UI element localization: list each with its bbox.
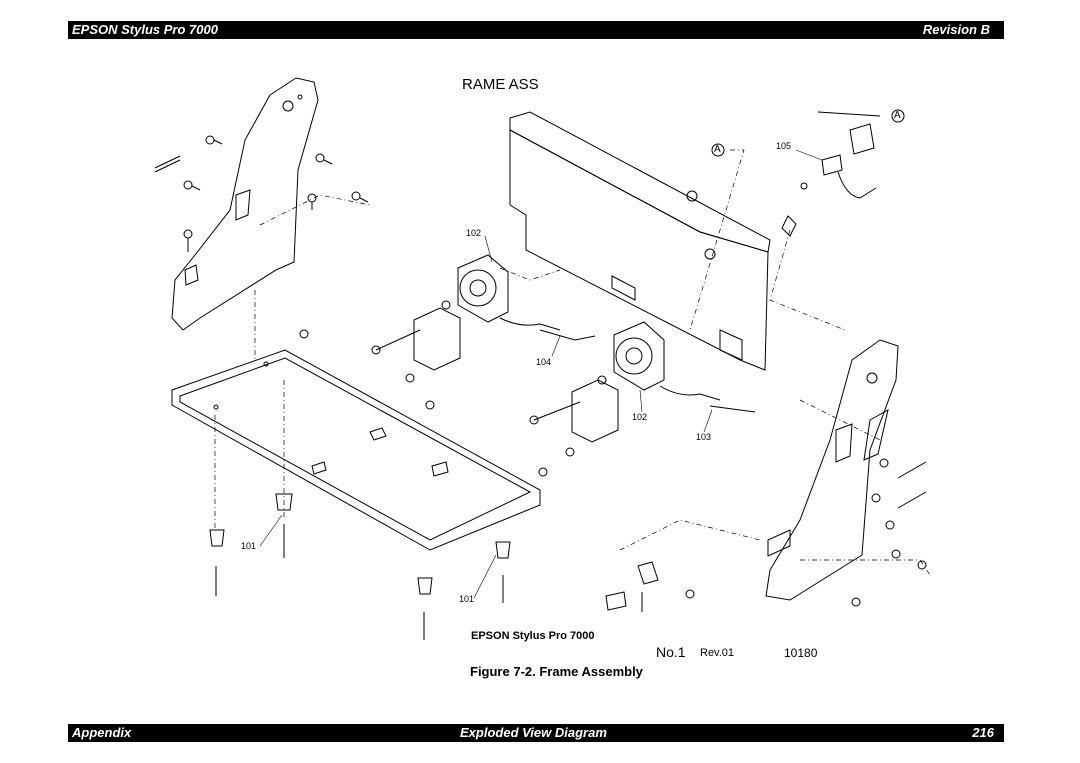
right-screws xyxy=(852,459,926,606)
fan-upper xyxy=(458,255,560,330)
sensor-bracket xyxy=(801,112,880,198)
footer-bar xyxy=(68,724,1004,742)
small-bracket xyxy=(606,562,694,612)
figure-caption: Figure 7-2. Frame Assembly xyxy=(470,664,643,679)
duct-bracket-lower xyxy=(572,380,618,442)
diagram-heading: RAME ASS xyxy=(462,76,539,93)
rear-panel xyxy=(510,112,770,370)
part-number-102-lower: 102 xyxy=(632,412,648,422)
ref-marker-a-2: A xyxy=(894,110,901,121)
callout-leaders xyxy=(260,150,822,598)
feet xyxy=(210,494,510,640)
product-label: EPSON Stylus Pro 7000 xyxy=(471,630,595,642)
base-frame xyxy=(172,330,547,550)
left-side-frame xyxy=(172,78,318,330)
part-number-103: 103 xyxy=(696,432,712,442)
reference-markers xyxy=(712,110,904,156)
page-number: 216 xyxy=(972,725,994,740)
footer-title: Exploded View Diagram xyxy=(460,725,607,740)
assembly-guide-lines xyxy=(215,150,930,575)
sheet-number: No.1 xyxy=(656,644,686,660)
fan-screws xyxy=(372,191,796,456)
fan-lower xyxy=(614,322,755,412)
header-revision: Revision B xyxy=(922,22,990,37)
part-number-105: 105 xyxy=(776,141,792,151)
left-screws xyxy=(155,136,368,252)
part-number-104: 104 xyxy=(536,357,552,367)
part-number-102-upper: 102 xyxy=(466,228,482,238)
duct-bracket-upper xyxy=(414,308,595,370)
right-side-frame xyxy=(766,340,898,600)
footer-section: Appendix xyxy=(72,725,132,740)
part-number-101-right: 101 xyxy=(459,594,475,604)
drawing-code: 10180 xyxy=(784,646,818,660)
header-title: EPSON Stylus Pro 7000 xyxy=(72,22,218,37)
part-number-101-left: 101 xyxy=(241,541,257,551)
revision-code: Rev.01 xyxy=(700,647,735,659)
ref-marker-a-1: A xyxy=(714,144,721,155)
